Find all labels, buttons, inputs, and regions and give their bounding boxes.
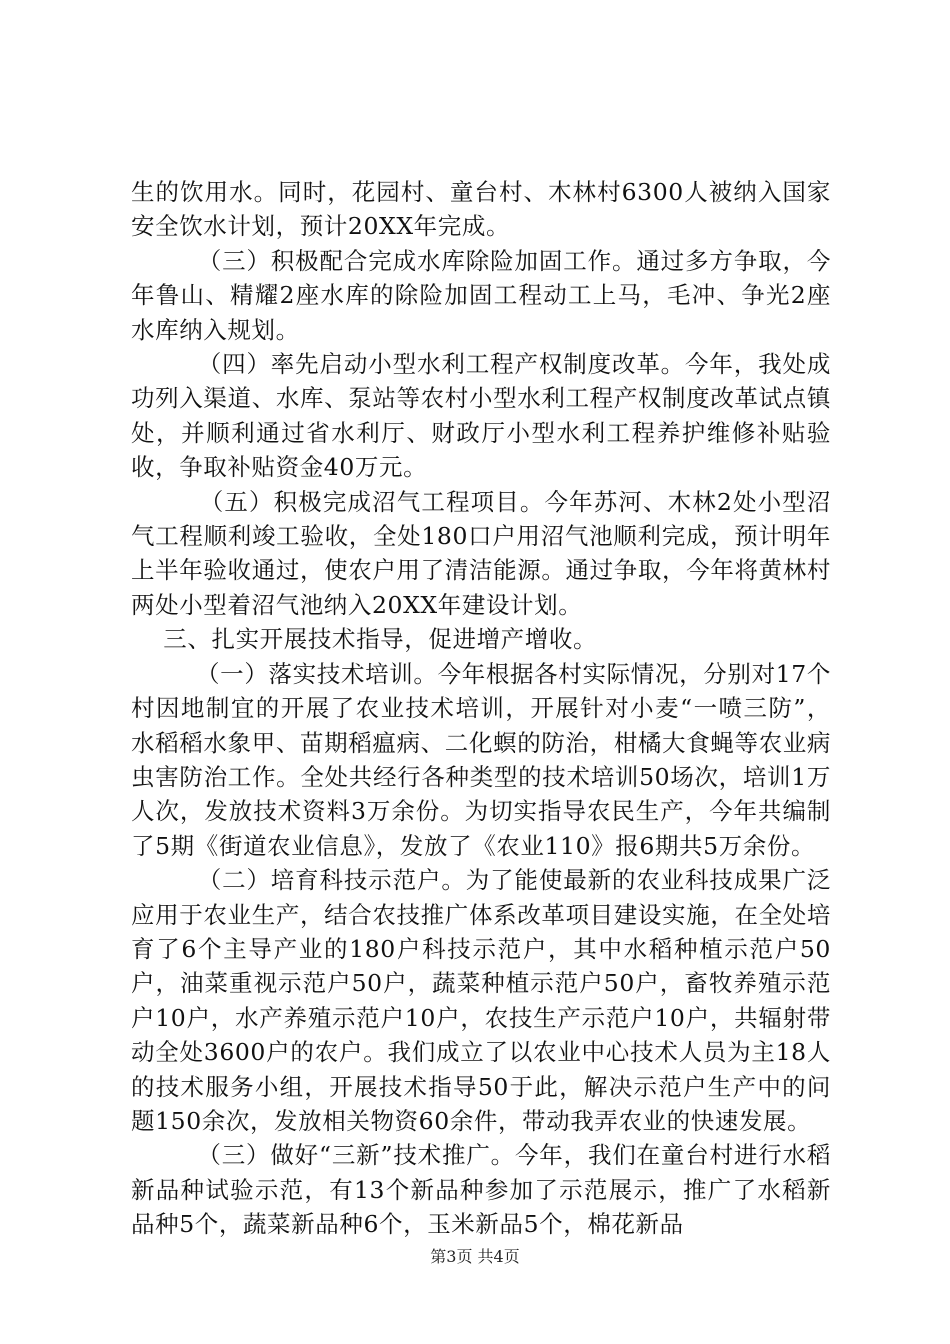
paragraph-reservoir-reinforcement: （三）积极配合完成水库除险加固工作。通过多方争取，今年鲁山、精耀2座水库的除险加固工程动工上马，毛冲、争光2座水库纳入规划。 [131, 246, 831, 344]
body-text [131, 175, 831, 1242]
section-heading-technical-guidance: 三、扎实开展技术指导，促进增产增收。 [131, 625, 598, 654]
paragraph-water-supply: 生的饮用水。同时，花园村、童台村、木林村6300人被纳入国家安全饮水计划，预计20XX年完成。 [131, 178, 831, 241]
paragraph-biogas-project: （五）积极完成沼气工程项目。今年苏河、木林2处小型沼气工程顺利竣工验收，全处180口户用沼气池顺利完成，预计明年上半年验收通过，使农户用了清洁能源。通过争取，今年将黄林村两处小型着沼气池纳入20XX年建设计划。 [131, 487, 831, 619]
paragraph-property-reform: （四）率先启动小型水利工程产权制度改革。今年，我处成功列入渠道、水库、泵站等农村小型水利工程产权制度改革试点镇处，并顺利通过省水利厅、财政厅小型水利工程养护维修补贴验收，争取补贴资金40万元。 [131, 350, 831, 482]
paragraph-new-technology-promotion: （三）做好“三新”技术推广。今年，我们在童台村进行水稻新品种试验示范，有13个新品种参加了示范展示，推广了水稻新品种5个，蔬菜新品种6个，玉米新品5个，棉花新品 [131, 1141, 831, 1239]
paragraph-demonstration-households: （二）培育科技示范户。为了能使最新的农业科技成果广泛应用于农业生产，结合农技推广体系改革项目建设实施，在全处培育了6个主导产业的180户科技示范户，其中水稻种植示范户50户，油菜重视示范户50户，蔬菜种植示范户50户，畜牧养殖示范户10户，水产养殖示范户10户，农技生产示范户10户，共辐射带动全处3600户的农户。我们成立了以农业中心技术人员为主18人的技术服务小组，开展技术指导50于此，解决示范户生产中的问题150余次，发放相关物资60余件，带动我弄农业的快速发展。 [131, 866, 831, 1135]
page-footer: 第3页 共4页 [430, 1247, 520, 1266]
paragraph-technical-training: （一）落实技术培训。今年根据各村实际情况，分别对17个村因地制宜的开展了农业技术培训，开展针对小麦“一喷三防”，水稻稻水象甲、苗期稻瘟病、二化螟的防治，柑橘大食蝇等农业病虫害防治工作。全处共经行各种类型的技术培训50场次，培训1万人次，发放技术资料3万余份。为切实指导农民生产，今年共编制了5期《街道农业信息》，发放了《农业110》报6期共5万余份。 [131, 659, 832, 860]
